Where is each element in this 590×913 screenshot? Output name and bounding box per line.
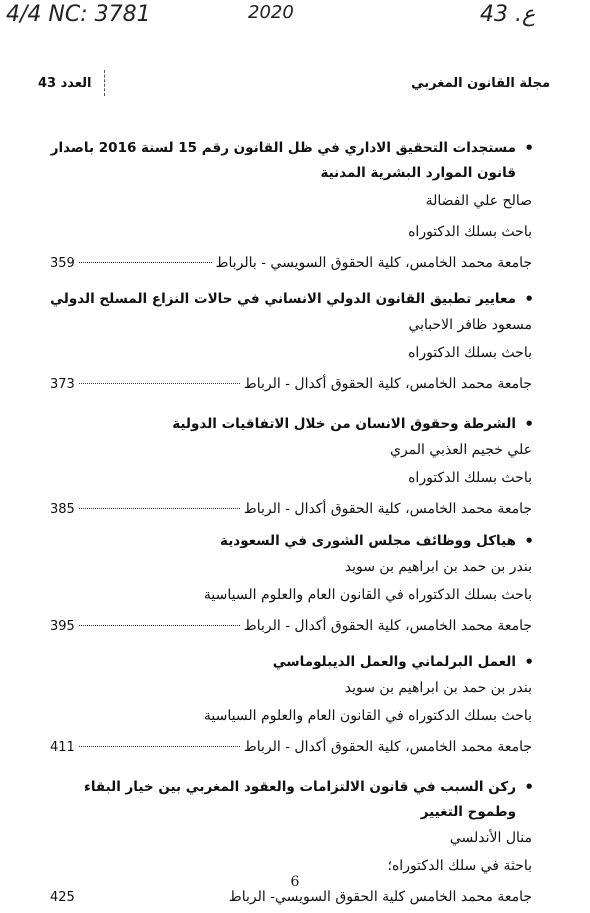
entry-author: صالح علي الفضالة xyxy=(425,193,532,209)
entry-affiliation: جامعة محمد الخامس، كلية الحقوق أكدال - الرباط xyxy=(243,501,532,517)
dot-leader xyxy=(79,746,240,747)
handwritten-note-middle: 2020 xyxy=(248,2,294,23)
entry-position: باحثة في سلك الدكتوراه؛ xyxy=(387,858,532,874)
dot-leader xyxy=(79,383,240,384)
entry-title: • مستجدات التحقيق الاداري في ظل القانون رقم 15 لسنة 2016 باصدار قانون الموارد البشرية المدنية xyxy=(50,136,532,186)
handwritten-note-left: 4/4 NC: 3781 xyxy=(6,2,151,27)
entry-affiliation: جامعة محمد الخامس، كلية الحقوق السويسي - بالرباط xyxy=(215,255,532,271)
toc-entry xyxy=(50,136,532,279)
entry-position: باحث بسلك الدكتوراه xyxy=(408,345,532,361)
entry-affiliation-line xyxy=(50,494,532,525)
entry-affiliation: جامعة محمد الخامس، كلية الحقوق أكدال - الرباط xyxy=(243,376,532,392)
entry-position: باحث بسلك الدكتوراه في القانون العام والعلوم السياسية xyxy=(203,587,532,603)
entry-affiliation: جامعة محمد الخامس كلية الحقوق السويسي- الرباط xyxy=(228,889,532,905)
entry-title: • ركن السبب في قانون الالتزامات والعقود المغربي بين خيار البقاء وطموح التغيير xyxy=(50,775,532,825)
entry-page: 425 xyxy=(50,890,75,905)
table-of-contents xyxy=(50,136,532,913)
page-header xyxy=(38,70,550,96)
entry-position: باحث بسلك الدكتوراه xyxy=(408,224,532,240)
entry-affiliation-line xyxy=(50,248,532,279)
entry-author: مسعود ظافر الاحبابي xyxy=(408,317,532,333)
toc-entry xyxy=(50,412,532,525)
toc-entry xyxy=(50,529,532,642)
entry-affiliation-line xyxy=(50,369,532,400)
entry-author: بندر بن حمد بن ابراهيم بن سويد xyxy=(344,680,532,696)
entry-affiliation: جامعة محمد الخامس، كلية الحقوق أكدال - الرباط xyxy=(243,618,532,634)
dot-leader xyxy=(79,896,225,897)
toc-entry xyxy=(50,775,532,913)
entry-title: • العمل البرلماني والعمل الديبلوماسي xyxy=(50,650,532,675)
handwritten-note-right: 43 .ع xyxy=(480,2,536,27)
entry-page: 411 xyxy=(50,740,75,755)
entry-title: • معايير تطبيق القانون الدولي الانساني في حالات النزاع المسلح الدولي xyxy=(50,287,532,312)
header-divider xyxy=(104,70,106,96)
entry-page: 385 xyxy=(50,502,75,517)
toc-entry xyxy=(50,287,532,400)
dot-leader xyxy=(79,625,240,626)
entry-affiliation-line xyxy=(50,732,532,763)
journal-title: مجلة القانون المغربي xyxy=(411,76,550,91)
entry-page: 395 xyxy=(50,619,75,634)
issue-number: العدد 43 xyxy=(38,76,92,91)
dot-leader xyxy=(79,508,240,509)
toc-entry xyxy=(50,650,532,763)
entry-page: 359 xyxy=(50,256,75,271)
page-number: 6 xyxy=(290,874,300,890)
dot-leader xyxy=(79,262,212,263)
entry-author: منال الأندلسي xyxy=(449,830,532,846)
entry-title: • هياكل ووظائف مجلس الشورى في السعودية xyxy=(50,529,532,554)
entry-author: علي خجيم العذبي المري xyxy=(390,442,532,458)
entry-affiliation: جامعة محمد الخامس، كلية الحقوق أكدال - الرباط xyxy=(243,739,532,755)
entry-author: بندر بن حمد بن ابراهيم بن سويد xyxy=(344,559,532,575)
entry-page: 373 xyxy=(50,377,75,392)
entry-position: باحث بسلك الدكتوراه في القانون العام والعلوم السياسية xyxy=(203,708,532,724)
entry-affiliation-line xyxy=(50,611,532,642)
entry-title: • الشرطة وحقوق الانسان من خلال الاتفاقيات الدولية xyxy=(50,412,532,437)
entry-position: باحث بسلك الدكتوراه xyxy=(408,470,532,486)
